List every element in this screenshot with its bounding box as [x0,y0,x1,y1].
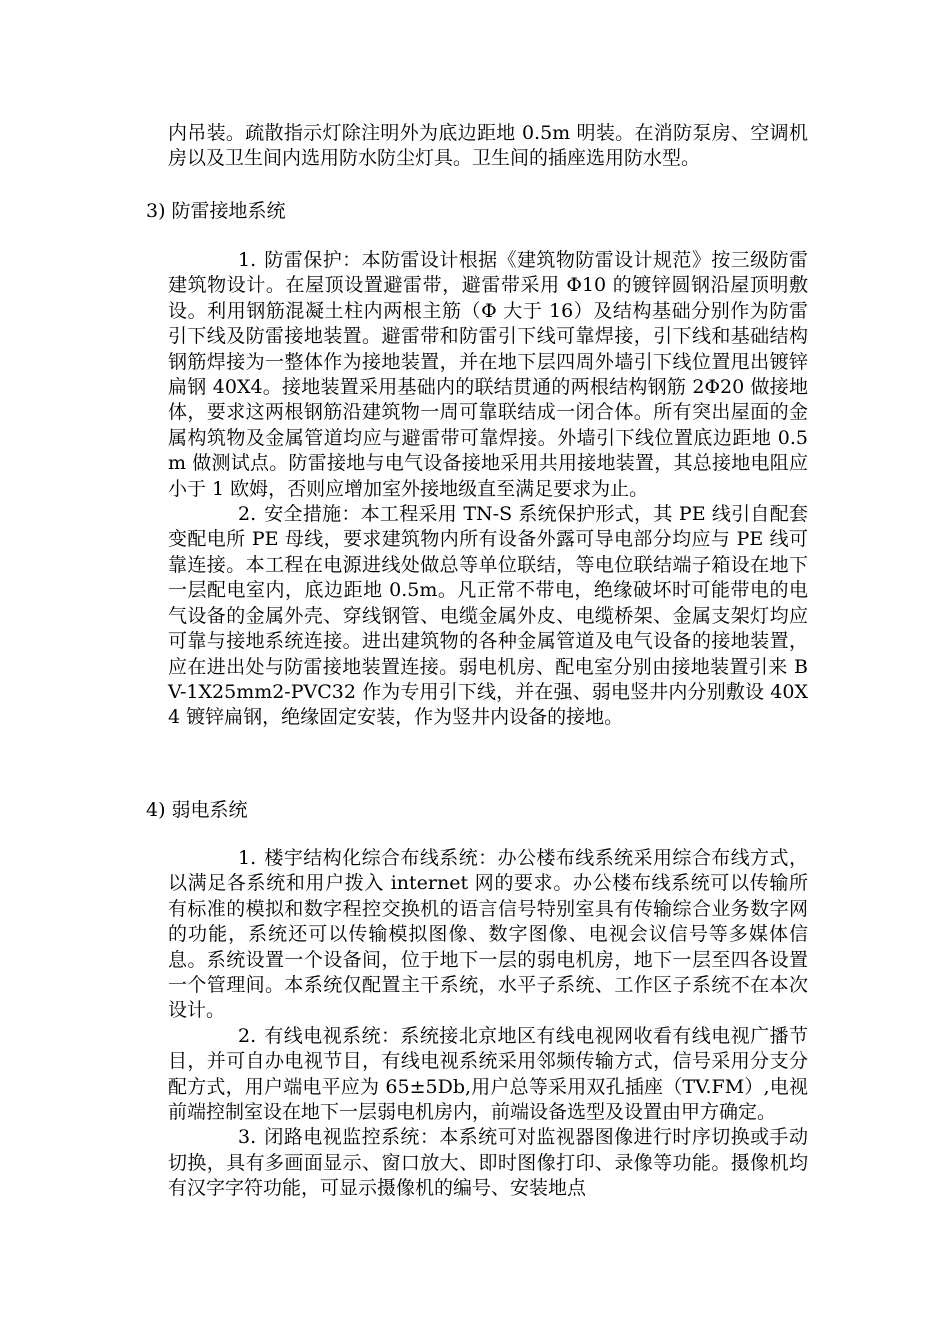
section-3-item-2-text: 安全措施：本工程采用 TN-S 系统保护形式，其 PE 线引自配套变配电所 PE 母线，要求建筑物内所有设备外露可导电部分均应与 PE 线可靠连接。本工程在电源进线处做总等单位联结，等电位联结端子箱设在地下一层配电室内，底边距地 0.5m。凡正常不带电，绝缘破坏时可能带电的电气设备的金属外壳、穿线钢管、电缆金属外皮、电缆桥架、金属支架灯均应可靠与接地系统连接。进出建筑物的各种金属管道及电气设备的接地装置，应在进出处与防雷接地装置连接。弱电机房、配电室分别由接地装置引来 BV-1X25mm2-PVC32 作为专用引下线，并在强、弱电竖井内分别敷设 40X4 镀锌扁钢，绝缘固定安装，作为竖井内设备的接地。 [168,503,808,729]
section-4-item-1 [168,846,808,1024]
section-4-item-2-text: 有线电视系统：系统接北京地区有线电视网收看有线电视广播节目，并可自办电视节目，有线电视系统采用邻频传输方式，信号采用分支分配方式，用户端电平应为 65±5Db,用户总等采用双孔插座（TV.FM）,电视前端控制室设在地下一层弱电机房内，前端设备选型及设置由甲方确定。 [168,1024,808,1124]
section-4-heading: 4) 弱电系统 [146,799,248,821]
section-4-item-3-text: 闭路电视监控系统：本系统可对监视器图像进行时序切换或手动切换，具有多画面显示、窗口放大、即时图像打印、录像等功能。摄像机均有汉字字符功能，可显示摄像机的编号、安装地点 [168,1126,808,1200]
section-3-item-2 [168,502,808,731]
intro-paragraph: 内吊装。疏散指示灯除注明外为底边距地 0.5m 明装。在消防泵房、空调机房以及卫生间内选用防水防尘灯具。卫生间的插座选用防水型。 [168,122,808,170]
section-4-item-1-text: 楼宇结构化综合布线系统：办公楼布线系统采用综合布线方式，以满足各系统和用户拨入 internet 网的要求。办公楼布线系统可以传输所有标准的模拟和数字程控交换机的语言信号特别室具有传输综合业务数字网的功能，系统还可以传输模拟图像、数字图像、电视会议信号等多媒体信息。系统设置一个设备间，位于地下一层的弱电机房，地下一层至四各设置一个管理间。本系统仅配置主干系统，水平子系统、工作区子系统不在本次设计。 [168,847,808,1022]
section-3-item-1 [168,248,808,502]
section-4-item-1-number: 1. [238,847,257,869]
intro-paragraph-block [168,121,808,172]
section-3-body [168,248,808,731]
section-3-item-1-number: 1. [238,249,257,271]
section-4-item-2-number: 2. [238,1024,257,1047]
section-3-heading: 3) 防雷接地系统 [146,200,286,222]
section-4-item-3-number: 3. [238,1126,257,1149]
section-4-item-3 [168,1125,808,1201]
section-4-item-2 [168,1024,808,1126]
section-3-item-1-text: 防雷保护：本防雷设计根据《建筑物防雷设计规范》按三级防雷建筑物设计。在屋顶设置避雷带，避雷带采用 Φ10 的镀锌圆钢沿屋顶明敷设。利用钢筋混凝土柱内两根主筋（Φ 大于 16）及结构基础分别作为防雷引下线及防雷接地装置。避雷带和防雷引下线可靠焊接，引下线和基础结构钢筋焊接为一整体作为接地装置，并在地下层四周外墙引下线位置甩出镀锌扁钢 40X4。接地装置采用基础内的联结贯通的两根结构钢筋 2Φ20 做接地体，要求这两根钢筋沿建筑物一周可靠联结成一闭合体。所有突出屋面的金属构筑物及金属管道均应与避雷带可靠焊接。外墙引下线位置底边距地 0.5m 做测试点。防雷接地与电气设备接地采用共用接地装置，其总接地电阻应小于 1 欧姆，否则应增加室外接地级直至满足要求为止。 [168,249,808,500]
section-3-item-2-number: 2. [238,503,257,526]
section-4-body [168,846,808,1202]
